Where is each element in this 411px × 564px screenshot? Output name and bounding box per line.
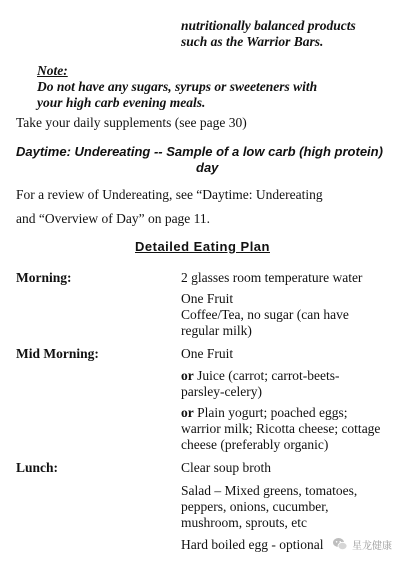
review-text: and “Overview of Day” on page 11. bbox=[16, 211, 211, 226]
daytime-title: Daytime: Undereating -- Sample of a low carb (high protein) bbox=[16, 144, 383, 159]
note-label: Note: bbox=[37, 63, 68, 78]
meal-item: One Fruit bbox=[181, 346, 234, 361]
note-text: your high carb evening meals. bbox=[37, 95, 206, 110]
meal-item: mushroom, sprouts, etc bbox=[181, 515, 307, 530]
meal-label-mid-morning: Mid Morning: bbox=[16, 346, 99, 361]
intro-line: nutritionally balanced products bbox=[181, 18, 356, 33]
meal-item: warrior milk; Ricotta cheese; cottage bbox=[181, 421, 381, 436]
plan-heading: Detailed Eating Plan bbox=[135, 239, 270, 254]
supplements-text: Take your daily supplements (see page 30) bbox=[16, 115, 247, 130]
meal-label-morning: Morning: bbox=[16, 270, 72, 285]
meal-item: One Fruit bbox=[181, 291, 234, 306]
or-word: or bbox=[181, 368, 194, 383]
daytime-title: day bbox=[196, 160, 219, 175]
or-word: or bbox=[181, 405, 194, 420]
review-text: For a review of Undereating, see “Daytime: Undereating bbox=[16, 187, 323, 202]
meal-item: Clear soup broth bbox=[181, 460, 271, 475]
meal-item: or Plain yogurt; poached eggs; bbox=[181, 405, 348, 420]
meal-item: Hard boiled egg - optional bbox=[181, 537, 324, 552]
meal-item: cheese (preferably organic) bbox=[181, 437, 329, 452]
meal-item: Salad – Mixed greens, tomatoes, bbox=[181, 483, 358, 498]
meal-label-lunch: Lunch: bbox=[16, 460, 59, 475]
intro-line: such as the Warrior Bars. bbox=[181, 34, 324, 49]
meal-item: regular milk) bbox=[181, 323, 252, 338]
meal-item: parsley-celery) bbox=[181, 384, 262, 399]
meal-item: peppers, onions, cucumber, bbox=[181, 499, 329, 514]
watermark bbox=[332, 536, 392, 552]
wechat-icon bbox=[332, 536, 348, 552]
meal-item: Coffee/Tea, no sugar (can have bbox=[181, 307, 349, 322]
note-text: Do not have any sugars, syrups or sweeteners with bbox=[37, 79, 318, 94]
watermark-text: 星龙健康 bbox=[352, 540, 392, 552]
meal-item: 2 glasses room temperature water bbox=[181, 270, 363, 285]
meal-item: or Juice (carrot; carrot-beets- bbox=[181, 368, 340, 383]
